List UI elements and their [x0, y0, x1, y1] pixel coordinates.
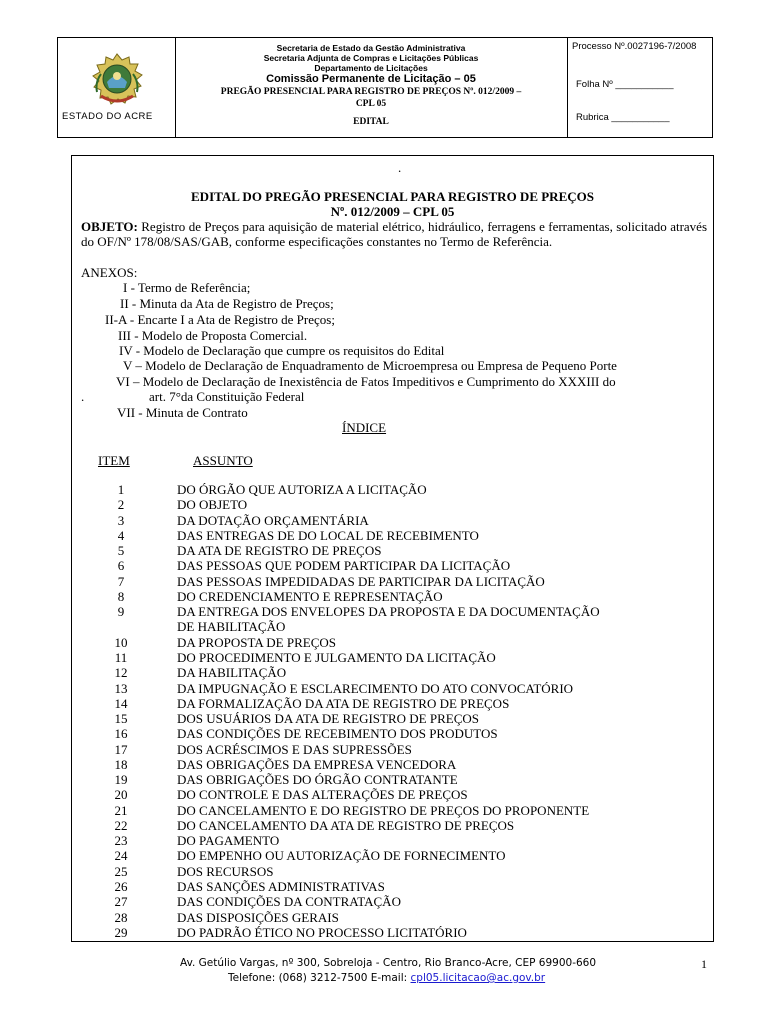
index-item-number: 6	[117, 558, 125, 574]
index-item-number: 11	[114, 649, 128, 665]
index-item-subject: DO PAGAMENTO	[177, 833, 280, 849]
anexo-item-continued: art. 7°da Constituição Federal	[149, 389, 305, 404]
department-cell	[175, 38, 568, 137]
header-line-3: Departamento de Licitações	[314, 63, 428, 73]
index-item-subject: DO CANCELAMENTO DA ATA DE REGISTRO DE PREÇOS	[177, 817, 515, 833]
index-item-subject: DOS ACRÉSCIMOS E DAS SUPRESSÕES	[177, 741, 412, 757]
processo-number: Processo Nº.0027196-7/2008	[572, 41, 697, 52]
email-link[interactable]: cpl05.licitacao@ac.gov.br	[410, 972, 546, 984]
index-item-number: 21	[114, 802, 128, 818]
header-line-6: CPL 05	[355, 99, 387, 109]
index-item-subject: DO EMPENHO OU AUTORIZAÇÃO DE FORNECIMENTO	[177, 848, 506, 864]
header-line-7: EDITAL	[353, 117, 389, 127]
stray-dot: .	[81, 389, 85, 404]
index-item-subject: DO CONTROLE E DAS ALTERAÇÕES DE PREÇOS	[177, 787, 468, 803]
index-item-subject: DO ÓRGÃO QUE AUTORIZA A LICITAÇÃO	[177, 482, 427, 497]
index-item-subject: DOS RECURSOS	[177, 863, 274, 879]
objeto-text: Registro de Preços para aquisição de material elétrico, hidráulico, ferragens e ferramentas, solicitado através do OF/Nº 178/08/SAS/GAB, conforme especificações constantes no Termo de Referência.	[81, 219, 708, 249]
estado-label: ESTADO DO ACRE	[62, 111, 153, 122]
index-item-number: 28	[114, 909, 128, 925]
letterhead-table	[57, 37, 713, 138]
document-title: EDITAL DO PREGÃO PRESENCIAL PARA REGISTRO DE PREÇOS	[191, 189, 594, 204]
anexo-item: VI – Modelo de Declaração de Inexistência de Fatos Impeditivos e Cumprimento do XXXIII do	[116, 374, 616, 389]
index-item-number: 29	[114, 924, 128, 940]
index-item-number: 14	[114, 695, 128, 711]
header-line-5: PREGÃO PRESENCIAL PARA REGISTRO DE PREÇOS Nº. 012/2009 –	[220, 87, 522, 97]
index-item-subject: DAS ENTREGAS DE DO LOCAL DE RECEBIMENTO	[177, 527, 479, 543]
index-item-subject: DAS OBRIGAÇÕES DA EMPRESA VENCEDORA	[177, 756, 457, 772]
assunto-column-header: ASSUNTO	[193, 453, 253, 468]
objeto-label: OBJETO:	[81, 219, 138, 234]
index-item-subject: DAS PESSOAS QUE PODEM PARTICIPAR DA LICITAÇÃO	[177, 558, 511, 574]
index-item-subject: DAS CONDIÇÕES DA CONTRATAÇÃO	[177, 894, 401, 910]
anexo-item: III - Modelo de Proposta Comercial.	[118, 328, 308, 343]
index-item-subject: DA FORMALIZAÇÃO DA ATA DE REGISTRO DE PREÇOS	[177, 695, 510, 711]
anexo-item: VII - Minuta de Contrato	[117, 405, 248, 420]
index-item-number: 1	[117, 482, 125, 497]
index-item-number: 2	[117, 497, 125, 513]
anexo-item: IV - Modelo de Declaração que cumpre os requisitos do Edital	[119, 343, 445, 358]
footer-contact	[228, 972, 545, 984]
index-item-subject: DO OBJETO	[177, 497, 248, 513]
index-item-subject: DA DOTAÇÃO ORÇAMENTÁRIA	[177, 512, 369, 528]
index-item-subject: DO PADRÃO ÉTICO NO PROCESSO LICITATÓRIO	[177, 924, 467, 940]
index-item-subject: DAS CONDIÇÕES DE RECEBIMENTO DOS PRODUTOS	[177, 726, 498, 742]
logo-cell	[58, 38, 176, 137]
item-column-header: ITEM	[98, 453, 130, 468]
index-item-number: 12	[114, 665, 128, 681]
index-item-number: 3	[117, 512, 125, 528]
anexo-item: I - Termo de Referência;	[123, 280, 251, 295]
anexos-label: ANEXOS:	[81, 265, 138, 280]
index-item-number: 10	[114, 634, 128, 650]
index-item-subject: DA IMPUGNAÇÃO E ESCLARECIMENTO DO ATO CONVOCATÓRIO	[177, 680, 574, 696]
index-item-subject: DAS SANÇÕES ADMINISTRATIVAS	[177, 879, 385, 895]
index-item-number: 9	[117, 604, 125, 620]
index-item-number: 27	[114, 894, 128, 910]
index-item-number: 7	[117, 573, 125, 589]
index-item-number: 22	[114, 817, 128, 833]
index-item-subject: DOS USUÁRIOS DA ATA DE REGISTRO DE PREÇOS	[177, 711, 479, 727]
index-item-number: 23	[114, 833, 128, 849]
document-subtitle: Nº. 012/2009 – CPL 05	[330, 204, 455, 219]
index-item-subject: DA PROPOSTA DE PREÇOS	[177, 634, 336, 650]
index-item-subject: DO CREDENCIAMENTO E REPRESENTAÇÃO	[177, 588, 443, 604]
index-item-number: 26	[114, 879, 128, 895]
index-item-number: 17	[114, 741, 128, 757]
index-item-number: 4	[117, 527, 125, 543]
index-item-number: 5	[117, 543, 125, 559]
process-cell	[568, 38, 712, 137]
header-line-2: Secretaria Adjunta de Compras e Licitações Públicas	[263, 53, 479, 63]
anexo-item: V – Modelo de Declaração de Enquadramento de Microempresa ou Empresa de Pequeno Porte	[123, 358, 617, 373]
anexo-item: II - Minuta da Ata de Registro de Preços;	[120, 296, 334, 311]
index-item-subject: DAS OBRIGAÇÕES DO ÓRGÃO CONTRATANTE	[177, 772, 458, 788]
objeto-paragraph	[81, 219, 707, 249]
state-seal-icon	[89, 52, 145, 110]
index-item-subject: DA HABILITAÇÃO	[177, 665, 287, 681]
index-item-number: 20	[114, 787, 128, 803]
header-line-4: Comissão Permanente de Licitação – 05	[266, 73, 476, 85]
indice-heading: ÍNDICE	[342, 420, 387, 435]
edital-body-box	[71, 155, 714, 942]
index-item-subject: DO PROCEDIMENTO E JULGAMENTO DA LICITAÇÃO	[177, 649, 496, 665]
index-item-number: 19	[114, 772, 128, 788]
index-item-number: 15	[114, 711, 128, 727]
header-line-1: Secretaria de Estado da Gestão Administrativa	[276, 43, 466, 53]
index-item-number: 16	[114, 726, 128, 742]
index-item-subject: DAS PESSOAS IMPEDIDADAS DE PARTICIPAR DA LICITAÇÃO	[177, 573, 545, 589]
index-item-subject: DAS DISPOSIÇÕES GERAIS	[177, 909, 339, 925]
index-item-number: 13	[114, 680, 128, 696]
folha-field: Folha Nº ___________	[576, 79, 674, 90]
index-item-number: 8	[117, 588, 125, 604]
index-item-number: 24	[114, 848, 128, 864]
index-item-subject: DO CANCELAMENTO E DO REGISTRO DE PREÇOS DO PROPONENTE	[177, 802, 590, 818]
rubrica-field: Rubrica ___________	[576, 112, 670, 123]
dot-mark: .	[398, 160, 402, 175]
page-number: 1	[701, 957, 707, 971]
index-item-number: 25	[114, 863, 128, 879]
anexo-item: II-A - Encarte I a Ata de Registro de Preços;	[105, 312, 335, 327]
footer-address: Av. Getúlio Vargas, nº 300, Sobreloja - Centro, Rio Branco-Acre, CEP 69900-660	[180, 957, 597, 969]
footer-phone: Telefone: (068) 3212-7500 E-mail:	[228, 972, 411, 984]
index-item-subject: DE HABILITAÇÃO	[177, 619, 286, 635]
index-item-subject: DA ATA DE REGISTRO DE PREÇOS	[177, 543, 382, 559]
index-item-number: 18	[114, 756, 128, 772]
index-item-subject: DA ENTREGA DOS ENVELOPES DA PROPOSTA E DA DOCUMENTAÇÃO	[177, 604, 600, 620]
